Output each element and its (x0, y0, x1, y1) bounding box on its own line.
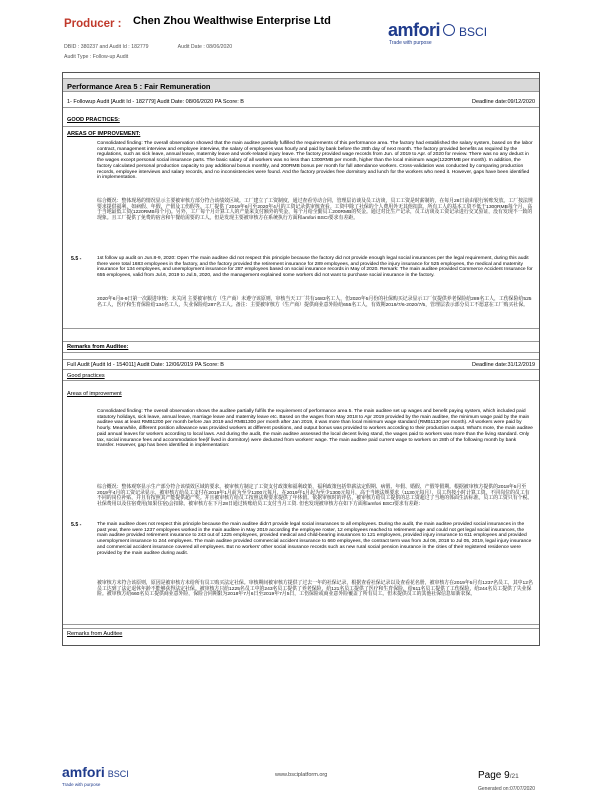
dbid-text: DBID : 380237 and Audit Id : 182779 (64, 44, 149, 50)
page-indicator (478, 770, 519, 781)
full-good-practices: Good practices (63, 371, 539, 381)
audit-meta (64, 44, 260, 50)
footer-logo-main: amfori (62, 764, 105, 780)
page-number: 9 (504, 770, 510, 781)
page-total: /21 (509, 773, 519, 780)
full-item-en: The main auditee does not respect this principle because the main auditee didn't provide legal social insurances to all employees. During the audit, the main auditee provided social insurances in the past year, there were 1237 employees worked in the main auditee in May 2019 according the employee roster, 12 employees reached to retirement age and could not get legal social insurances, the main auditee provided retirement insurance to 243 out of 1225 employees, provided medical and child-bearing insurances to 121 employees, provided injury insurance to 611 employees and provided unemployment insurance to 244 employees. The main auditee provided commercial accident insurance to 660 employees, the contract term was from Jul 06, 2018 to Jul 05, 2019, legal injury insurance and commercial accident insurance covered all employees. But no workers' other social insurance records such as new rural social pension insurance in the cities of their registered residence were provided by the main auditee during audit. (97, 522, 532, 556)
full-divider (63, 623, 539, 625)
followup-consolidated-en: Consolidated finding: The overall observation showed that the main auditee partially fulfilled the requirements of this performance area. The factory had established the salary system, based on the labor contract, management interview and employee interview, the salary of employees was hourly and paid by bank before the 28th day of next month. The factory provided benefits as required by the regulations, such as sick leave, annual leave, maternity leave and work-related injury leave. The factory provided wage records from Jun. of 2019 to Apr. of 2020 for review. There was no any deduct in the wages except personal social insurance parts. The basic salary of all workers was no less than 1300RMB per month, higher than the local minimum wage(1220RMB per month). In addition, the factory calculated personal production capacity to pay additional bonus monthly, and 200RMB bonus per month for full attendance workers. Cross-validation was conducted by comparing production records, employee interviews and salary records, and no inconsistencies were found. And the factory provides free dormitory and lunch for the workers who need it. However, gaps have been identified in implementation. (97, 141, 533, 181)
followup-divider (63, 327, 539, 329)
performance-area-frame (62, 72, 540, 646)
producer-label: Producer : (64, 18, 122, 30)
amfori-logo (388, 20, 528, 50)
followup-consolidated-zh: 综合概况：整体现场的情况显示主要被审核方部分符合该绩效区域。工厂建立了工资制度，通过查看劳动合同，管理层访谈及员工访谈，员工工资是时薪制的，在每月28日前由银行转账发放。工厂按法规要求提供福利，如病假、年假、产假及工伤假等。工厂提供了2019年6月至2020年4月的工资记录供审核查看。工资中除了社保的个人费用外无其他扣款。所有工人的基本工资不低于1300RMB每个月，高于当地最低工资(1220RMB每个月)。另外，工厂每个月计算工人的产量来支付额外的奖金，每个月给全勤员工200RMB的奖金。通过对比生产记录，员工访谈及工资记录进行交叉验证，没有发现不一致的现象。且工厂提供了免费的宿舍和午餐给需要的工人。但是发现主要被审核方在系统执行方面和amfori BSCI要求有差距。 (97, 199, 533, 222)
followup-remarks: Remarks from Auditee: (63, 341, 539, 353)
full-audit-row (63, 359, 539, 370)
logo-main-text: amfori (388, 20, 441, 40)
logo-tagline: Trade with purpose (389, 40, 432, 46)
page-label: Page (478, 770, 502, 781)
full-areas-of-improvement: Areas of improvement (67, 391, 122, 397)
full-consolidated-zh: 综合概况：整体观察显示生产部分符合该绩效区域的要求。被审核方制定了工资支付政策和福利政策，福利政策包括带薪法定假期、病假、年假、婚假、产假等假期。根据被审核方提供的2018年5月至2019年4月的工资记录显示，被审核方给员工支付在2019年1月前为至少1200元每月，在2019年1月起为至少1300元每月，高于当地法规要求（1130元每月），员工均按小时计算工资。不同岗位的员工有不同的岗位补贴，并且有按照其产能提供超产奖。并且被审核方给员工按照法规要求提供了年休假。依据审核时的评估，被审核方给员工提供的总工资超过了当地的体面生活标准。员工的工资只有个税、社保费用以及住宿费用(如果住宿)会扣除。被审核方在下月28日通过转账给员工支付当月工资. 但也发现被审核方在如下方面和amfori BSCI要求有差距： (97, 485, 533, 508)
followup-audit-row (63, 97, 539, 108)
full-remarks: Remarks from Auditee (63, 628, 539, 640)
producer-name: Chen Zhou Wealthwise Enterprise Ltd (133, 15, 331, 27)
full-consolidated-en: Consolidated finding: The overall observation shows the auditee partially fulfils the requirement of performance area 5. The main auditee set up wages and benefit paying system, which included paid statutory holidays, sick leave, annual leave, marriage leave and maternity leave etc. Based on the wages from May 2018 to Apr 2019 provided by the main auditee, the minimum wage paid by the main auditee was at least RMB1200 per month before Jan 2019 and RMB1300 per month after Jan 2019, it was more than local minimum wage standard (RMB1130 per month). All workers were paid by hourly. Meanwhile, different position allowance was provided workers at different positions, and output bonus was provided to workers according to their production output. What's more, the main auditee paid annual leaves for workers according to local laws. And during the audit, the main auditee assessed the local decent living stand, the wages paid to workers was more than the living standard. Only tax, social insurance fees and accommodation fee(if lived in dormitory) were deducted from workers' wage. The main auditee paid current wage to workers on 28th of the following month by bank transfer. However, gap has been identified in implementation: (97, 409, 533, 449)
audit-type-text: Audit Type : Follow-up Audit (64, 54, 129, 60)
logo-bsci-text: BSCI (459, 25, 488, 39)
globe-icon (443, 24, 455, 36)
report-footer (0, 752, 600, 800)
full-audit-line: Full Audit [Audit Id - 154011] Audit Date: 12/06/2019 PA Score: B (67, 362, 224, 368)
report-header (0, 0, 600, 64)
followup-areas-of-improvement: AREAS OF IMPROVEMENT: (67, 131, 141, 137)
full-deadline: Deadline date:31/12/2019 (472, 362, 535, 368)
producer-row (64, 14, 394, 32)
followup-good-practices: GOOD PRACTICES: (63, 115, 539, 127)
generated-date: Generated on:07/07/2020 (478, 786, 535, 792)
footer-logo-bsci: BSCI (107, 769, 129, 779)
followup-item-en: 1st follow up audit on Jun.8-9, 2020: Open The main auditee did not respect this principle because the factory did not provide enough legal social insurances per the legal requirement, during this audit there were total 1683 employees in the factory, and the factory provided the retirement insurance for 289 employees, and provided the injury insurance for 525 employees, the medical and maternity insurance for 134 employees, and unemployment insurance for 287 employees based on social insurance records in May of 2020. Remark: The main auditee provided Commerce Accident Insurance for 655 employees, valid from Jul.6, 2019 to Jul.5, 2020, and the management explained some workers did not want to purchase social insurance in the factory. (97, 256, 533, 279)
area-title: Performance Area 5 : Fair Remuneration (63, 78, 539, 92)
footer-url[interactable]: www.bsciplatform.org (275, 772, 328, 778)
footer-logo-tagline: Trade with purpose (62, 782, 101, 787)
followup-item-number: 5.5 - (71, 256, 82, 262)
followup-audit-line: 1- Followup Audit [Audit Id - 182779] Audit Date: 08/06/2020 PA Score: B (67, 99, 244, 105)
full-item-zh: 被审核方未符合该原则，原因是被审核方未给所有员工购买法定社保。审核期间被审核方提供了过去一年的社保记录，根据查看社保记录以及查看花名册，被审核方在2019年5月有1237名员工，其中12名员工达到了法定退休年龄不能够获得法定社保。被审核方只给1225名员工中的243名员工提供了养老保险，给121名员工提供了医疗和生育保险，给611名员工提供了工伤保险，给244名员工提供了失业保险。被审核方给660名员工提供商业意外险，保险合同期限为2018年7月6日至2019年7月5日，工伤保险或商业意外险覆盖了所有员工。但未提供员工的其他社保信息如新农保。 (97, 581, 533, 598)
audit-date-text: Audit Date : 08/06/2020 (177, 44, 233, 50)
full-item-number: 5.5 - (71, 522, 82, 528)
followup-deadline: Deadline date:09/12/2020 (472, 99, 535, 105)
footer-amfori-logo (62, 764, 129, 787)
followup-item-zh: 2020年6月8-9日第一次跟进审核：未关闭 主要被审核方（生产商）未遵守该原则，审核当天工厂共有1683名工人，但2020年5月份的社保购买记录显示工厂仅提供养老保险给289名工人，工伤保险给525名工人，医疗和生育保险给134名工人，失业保险给287名工人。备注：主要被审核方（生产商）提供商业意外险给655名工人，有效期2019/7/6-2020/7/5，管理层表示部分员工不愿意在工厂购买社保。 (97, 297, 532, 308)
